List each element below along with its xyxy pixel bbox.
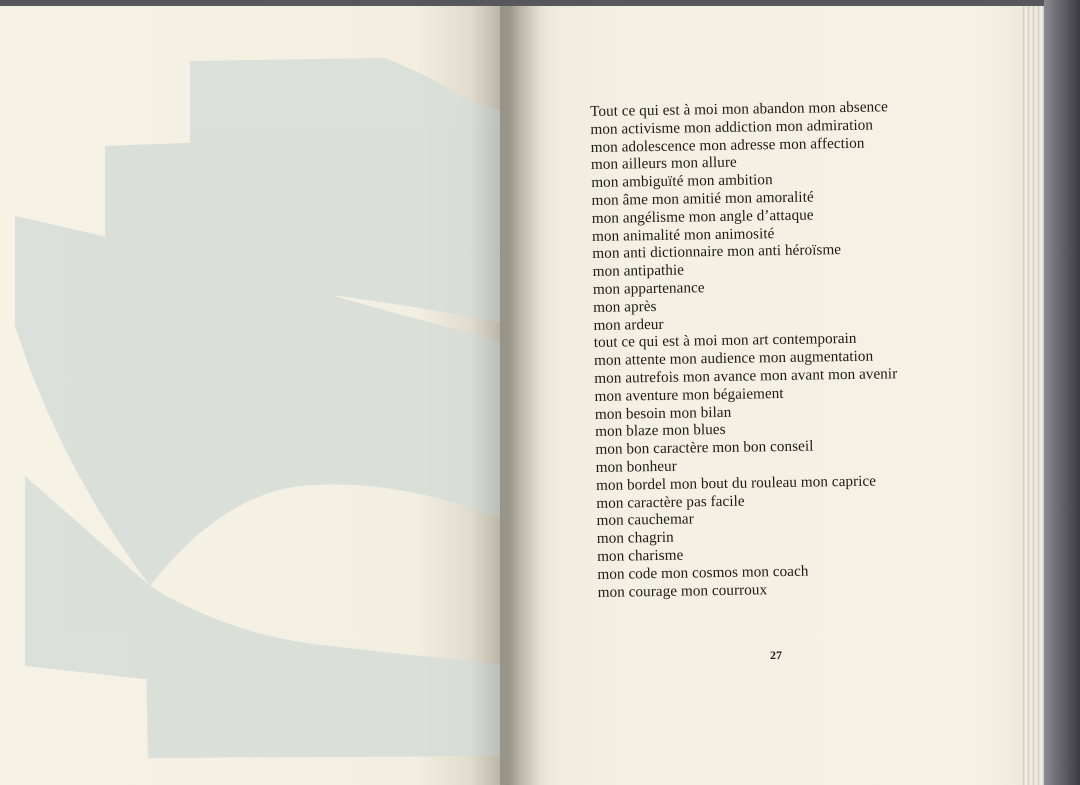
left-page (0, 6, 520, 785)
poem-line: mon charisme (596, 546, 684, 565)
poem-line: mon anti dictionnaire mon anti héroïsme (592, 241, 842, 263)
poem-line: mon autrefois mon avance mon avant mon avenir (594, 365, 898, 387)
poem-line: mon ailleurs mon allure (590, 154, 737, 174)
poem-line: mon angélisme mon angle d’attaque (591, 206, 814, 227)
poem-line: mon bonheur (595, 457, 677, 476)
page-number: 27 (770, 648, 782, 662)
poem-line: mon ardeur (593, 315, 664, 334)
poem-line: mon cauchemar (596, 510, 694, 530)
poem-line: mon animalité mon animosité (591, 224, 775, 245)
poem-line: mon bordel mon bout du rouleau mon caprice (595, 472, 877, 494)
poem-line: mon caractère pas facile (596, 492, 745, 512)
poem-line: mon code mon cosmos mon coach (597, 562, 809, 583)
poem-line: mon appartenance (592, 279, 705, 298)
poem-line: mon âme mon amitié mon amoralité (591, 188, 814, 209)
poem-line: mon attente mon audience mon augmentation (593, 347, 874, 370)
abstract-artwork (0, 6, 520, 785)
poem-line: tout ce qui est à moi mon art contemporain (593, 330, 857, 352)
poem-line: mon après (593, 297, 657, 316)
poem-line: mon besoin mon bilan (594, 403, 732, 423)
poem-line: mon bon caractère mon bon conseil (595, 437, 814, 459)
book-gutter (470, 6, 540, 785)
poem-line: mon aventure mon bégaiement (594, 384, 784, 405)
poem-line: mon antipathie (592, 261, 685, 281)
poem-line: mon activisme mon addiction mon admiration (590, 116, 874, 138)
poem-line: mon blaze mon blues (595, 421, 726, 441)
poem-line: Tout ce qui est à moi mon abandon mon absence (590, 98, 888, 120)
book-cover-edge (1044, 0, 1080, 785)
poem-line: mon courage mon courroux (597, 580, 768, 601)
poem-line: mon ambiguïté mon ambition (591, 171, 773, 192)
poem-line: mon adolescence mon adresse mon affection (590, 134, 865, 156)
poem-text (590, 97, 958, 601)
poem-line: mon chagrin (596, 528, 674, 548)
